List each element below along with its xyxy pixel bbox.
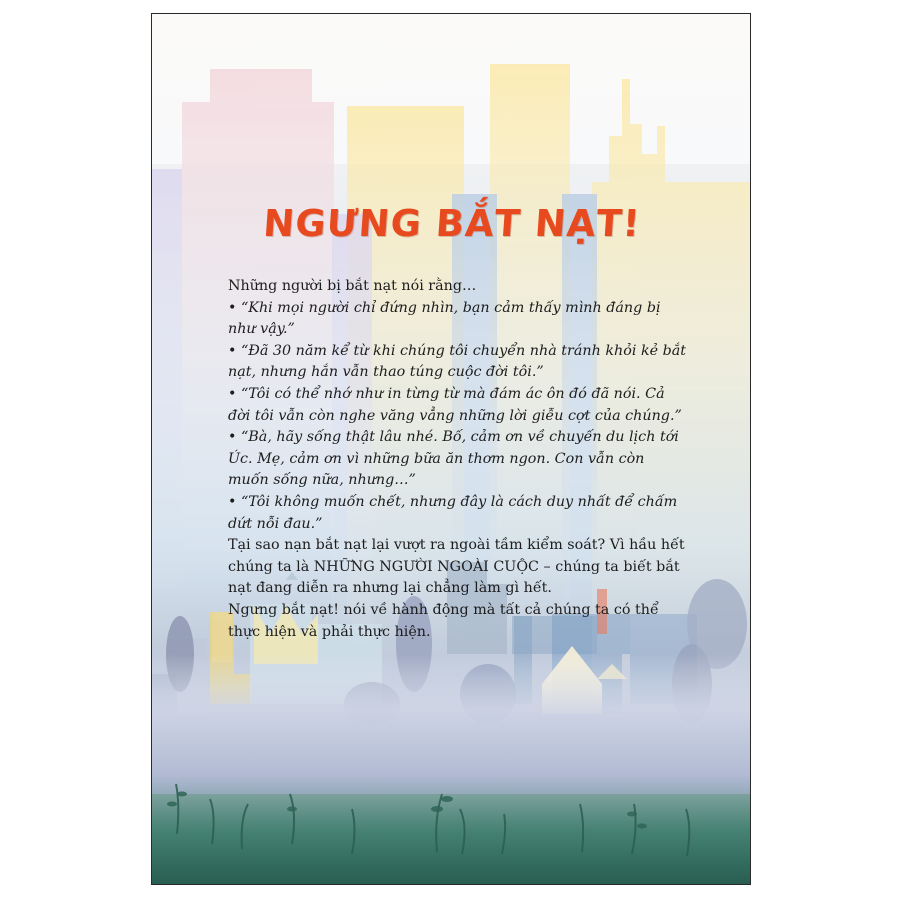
- quote-item: [228, 341, 688, 384]
- paragraph: Ngưng bắt nạt! nói về hành động mà tất cả chúng ta có thể thực hiện và phải thực hiện.: [228, 601, 659, 640]
- bullet-icon: •: [228, 429, 237, 446]
- page-title: NGƯNG BẮT NẠT!: [261, 202, 643, 245]
- bullet-icon: •: [228, 342, 237, 359]
- quote-item: [228, 492, 688, 535]
- quote-text: “Bà, hãy sống thật lâu nhé. Bố, cảm ơn về chuyến du lịch tới Úc. Mẹ, cảm ơn vì những bữa ăn thơm ngon. Con vẫn còn muốn sống nữa, nhưng…”: [228, 429, 679, 489]
- bullet-icon: •: [228, 493, 237, 510]
- quote-text: “Tôi không muốn chết, nhưng đây là cách duy nhất để chấm dứt nỗi đau.”: [228, 493, 678, 532]
- intro-text: Những người bị bắt nạt nói rằng…: [228, 278, 477, 294]
- book-page: [151, 13, 751, 885]
- fog-band: [152, 654, 751, 794]
- quote-text: “Tôi có thể nhớ như in từng từ mà đám ác ôn đó đã nói. Cả đời tôi vẫn còn nghe văng vẳng những lời giễu cợt của chúng.”: [228, 385, 682, 424]
- bullet-icon: •: [228, 385, 237, 402]
- paragraph: Tại sao nạn bắt nạt lại vượt ra ngoài tầm kiểm soát? Vì hầu hết chúng ta là NHỮNG NGƯỜI NGOÀI CUỘC – chúng ta biết bắt nạt đang diễn ra nhưng lại chẳng làm gì hết.: [228, 537, 685, 597]
- quote-item: [228, 427, 688, 492]
- quote-item: [228, 298, 688, 341]
- quote-text: “Khi mọi người chỉ đứng nhìn, bạn cảm thấy mình đáng bị như vậy.”: [228, 299, 661, 338]
- quote-item: [228, 384, 688, 427]
- bullet-icon: •: [228, 299, 237, 316]
- body-text: [228, 276, 688, 643]
- quote-text: “Đã 30 năm kể từ khi chúng tôi chuyển nhà tránh khỏi kẻ bắt nạt, nhưng hắn vẫn thao túng cuộc đời tôi.”: [228, 342, 687, 381]
